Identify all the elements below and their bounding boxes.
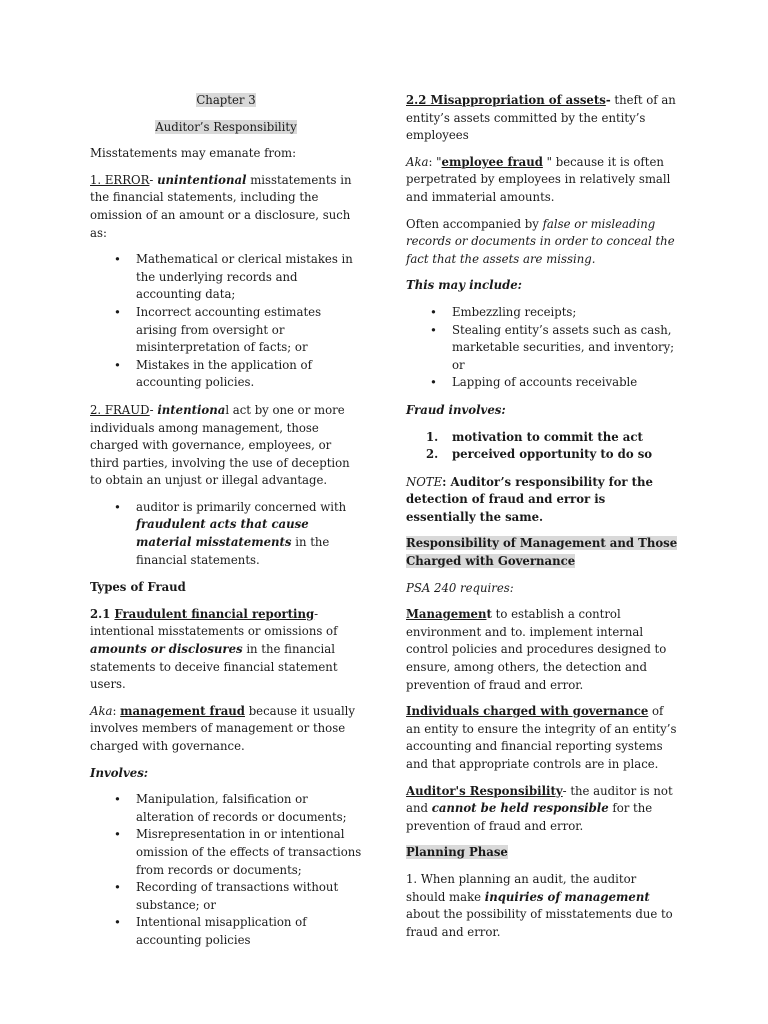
responsibility-heading-line1: Responsibility of Management and Those: [406, 536, 678, 551]
chapter-title: [90, 92, 362, 110]
management-label-tail: t: [486, 607, 492, 622]
aka-label: employee fraud: [441, 154, 543, 169]
aka-colon: :: [112, 703, 121, 718]
types-of-fraud-heading: Types of Fraud: [90, 580, 186, 595]
list-item: • Embezzling receipts;: [406, 304, 678, 322]
responsibility-heading-line2: Charged with Governance: [406, 554, 576, 569]
ffr-emph: amounts or disclosures: [90, 642, 243, 657]
fraud-bullet-list: [90, 499, 362, 569]
aka-prefix: Aka: [406, 154, 429, 169]
may-include-heading: This may include:: [406, 278, 522, 293]
error-paragraph: [90, 172, 362, 242]
aka-management-paragraph: [90, 703, 362, 756]
list-item: • Intentional misapplication of accounting policies: [90, 914, 362, 949]
error-text: misstatements in the financial statements, including the omission of an amount or a disclosure, such as:: [90, 172, 352, 240]
misapp-label: 2.2 Misappropriation of assets: [406, 93, 606, 107]
aka-colon: : ": [428, 154, 442, 169]
error-emph: unintentional: [157, 172, 247, 187]
management-label: Managemen: [406, 607, 487, 622]
responsibility-heading: [406, 535, 678, 570]
aka-text: " because it is often perpetrated by employees in relatively small and immaterial amounts.: [406, 154, 671, 204]
management-paragraph: [406, 606, 678, 694]
bullet-pre: auditor is primarily concerned with: [136, 499, 347, 514]
note-label: NOTE: [406, 474, 443, 489]
misapp-text: theft of an entity’s assets committed by the entity’s employees: [406, 93, 676, 143]
auditor-emph: cannot be held responsible: [431, 801, 609, 816]
fraud-dash: -: [149, 402, 158, 417]
planning-paragraph: [406, 871, 678, 941]
accompanied-paragraph: [406, 216, 678, 269]
list-item: • Misrepresentation in or intentional omission of the effects of transactions from records or documents;: [90, 826, 362, 879]
ffr-num: 2.1: [90, 606, 115, 621]
list-item: • Incorrect accounting estimates arising from oversight or misinterpretation of facts; or: [90, 304, 362, 357]
planning-post: about the possibility of misstatements due to fraud and error.: [406, 907, 673, 939]
involves-bullet-list: [90, 791, 362, 949]
error-dash: -: [149, 172, 158, 187]
bullet-post: in the financial statements.: [136, 535, 330, 567]
auditors-responsibility-heading: Auditor’s Responsibility: [155, 119, 297, 134]
list-number: 1.: [426, 429, 439, 444]
ffr-paragraph: [90, 606, 362, 694]
ffr-text1: - intentional misstatements or omissions of: [90, 606, 338, 639]
accomp-emph: false or misleading records or documents in order to conceal the fact that the assets are missing.: [406, 216, 675, 266]
auditor-label: Auditor's Responsibility: [406, 783, 563, 798]
governance-paragraph: [406, 703, 678, 773]
accomp-pre: Often accompanied by: [406, 216, 543, 231]
include-bullet-list: [406, 304, 678, 392]
list-item: [406, 446, 678, 464]
governance-text: of an entity to ensure the integrity of an entity’s accounting and financial reporting systems and that appropriate controls are in place.: [406, 704, 677, 771]
aka-text: because it usually involves members of management or those charged with governance.: [90, 703, 356, 753]
aka-employee-paragraph: [406, 154, 678, 207]
planning-emph: inquiries of management: [484, 889, 650, 904]
list-item: • Manipulation, falsification or alteration of records or documents;: [90, 791, 362, 826]
list-item: • Mistakes in the application of accounting policies.: [90, 357, 362, 392]
left-column: [90, 92, 362, 960]
bullet-emph: fraudulent acts that cause material misstatements: [136, 517, 309, 550]
intro-text: Misstatements may emanate from:: [90, 146, 297, 161]
note-paragraph: [406, 474, 678, 527]
planning-phase-heading: [406, 844, 678, 862]
aka-prefix: Aka: [90, 703, 113, 718]
planning-pre: 1. When planning an audit, the auditor should make: [406, 871, 637, 904]
list-item: [90, 499, 362, 569]
list-item: • Mathematical or clerical mistakes in the underlying records and accounting data;: [90, 251, 362, 304]
list-item: • Stealing entity’s assets such as cash, marketable securities, and inventory; or: [406, 322, 678, 375]
error-bullet-list: [90, 251, 362, 392]
list-item: [406, 429, 678, 447]
auditor-responsibility-paragraph: [406, 783, 678, 836]
psa-text: PSA 240 requires:: [406, 580, 514, 595]
auditor-text1: - the auditor is not and: [406, 783, 673, 816]
right-column: [406, 92, 678, 950]
list-number: 2.: [426, 447, 439, 462]
misappropriation-paragraph: [406, 92, 678, 145]
list-text: perceived opportunity to do so: [452, 447, 653, 462]
fraud-paragraph: [90, 402, 362, 490]
fraud-label: 2. FRAUD: [90, 402, 150, 417]
involves-heading: Involves:: [90, 765, 149, 780]
ffr-label: Fraudulent financial reporting: [114, 606, 315, 621]
list-item: • Recording of transactions without substance; or: [90, 879, 362, 914]
management-text: to establish a control environment and to. implement internal control policies and procedures designed to ensure, among others, the detection and prevention of fraud and error.: [406, 607, 667, 692]
misapp-dash: -: [605, 93, 611, 107]
error-label: 1. ERROR: [90, 172, 150, 187]
fraud-involves-heading: Fraud involves:: [406, 402, 506, 417]
auditor-text2: for the prevention of fraud and error.: [406, 801, 653, 833]
ffr-text2: in the financial statements to deceive financial statement users.: [90, 642, 338, 692]
planning-phase-label: Planning Phase: [406, 845, 508, 860]
chapter-label: Chapter 3: [196, 93, 256, 107]
note-text: : Auditor’s responsibility for the detection of fraud and error is essentially the same.: [406, 474, 653, 524]
fraud-text: l act by one or more individuals among management, those charged with governance, employees, or third parties, involving the use of deception to obtain an unjust or illegal advantage.: [90, 402, 350, 488]
section-heading: [90, 119, 362, 137]
fraud-involves-list: [406, 429, 678, 464]
governance-label: Individuals charged with governance: [406, 704, 649, 719]
fraud-emph: intentiona: [157, 402, 226, 417]
list-text: motivation to commit the act: [452, 429, 643, 444]
list-item: • Lapping of accounts receivable: [406, 374, 678, 392]
aka-label: management fraud: [120, 703, 245, 718]
